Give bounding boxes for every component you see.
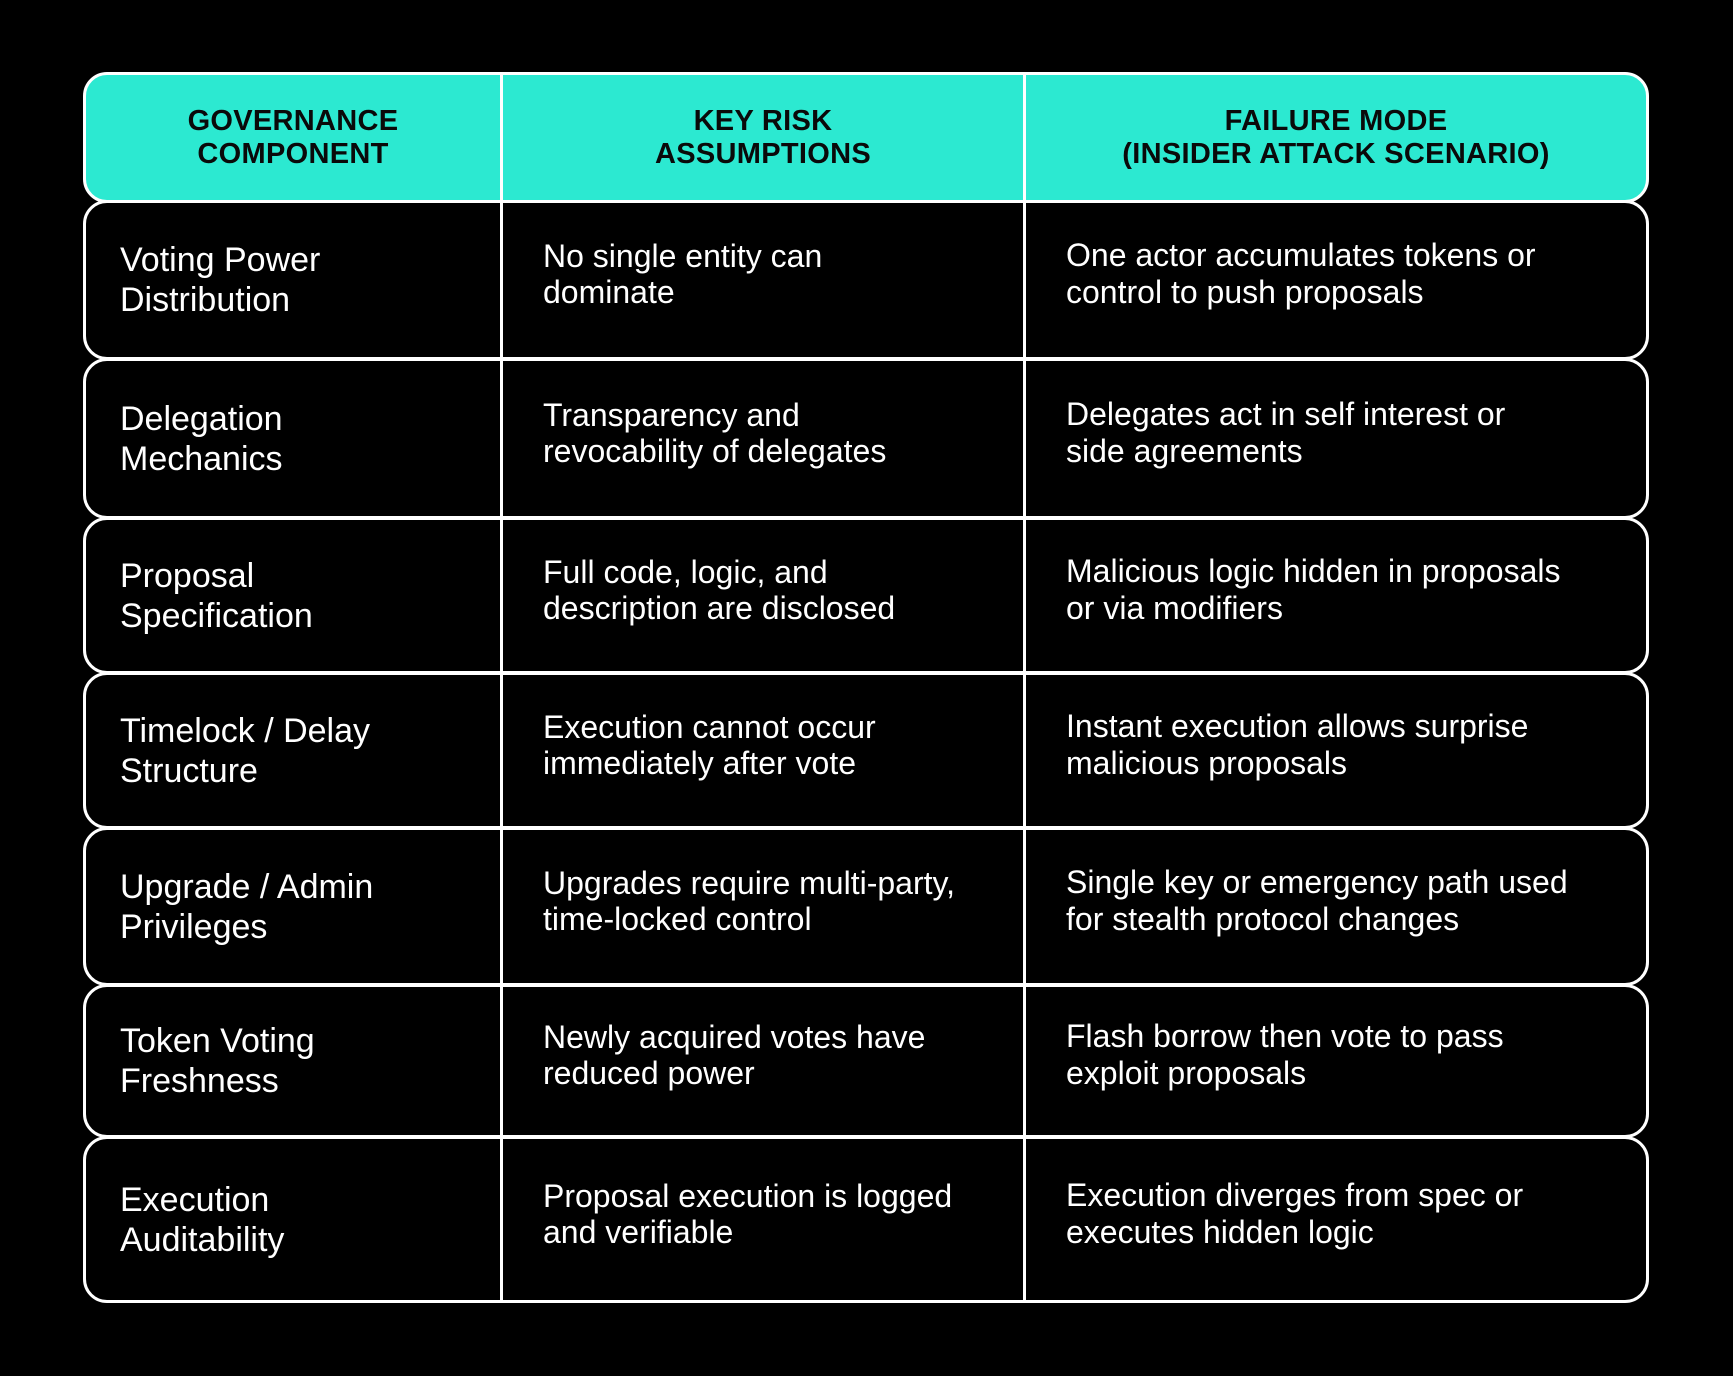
table-row: [83, 1136, 1649, 1303]
table-row: [83, 200, 1649, 360]
risk-assumption-cell: Newly acquired votes have reduced power: [500, 987, 1023, 1135]
table-row: [83, 827, 1649, 986]
failure-mode-cell: One actor accumulates tokens or control to push proposals: [1023, 203, 1646, 357]
risk-assumption-cell: Execution cannot occur immediately after vote: [500, 675, 1023, 826]
risk-assumption-cell: Upgrades require multi-party, time-locked control: [500, 830, 1023, 983]
risk-assumption-cell: Transparency and revocability of delegates: [500, 361, 1023, 516]
component-cell: Delegation Mechanics: [120, 399, 283, 478]
component-cell: Timelock / Delay Structure: [120, 711, 371, 790]
component-cell: Voting Power Distribution: [120, 241, 321, 319]
failure-mode-cell: Instant execution allows surprise malicious proposals: [1023, 675, 1646, 826]
risk-assumption-cell: Full code, logic, and description are disclosed: [500, 520, 1023, 671]
component-cell: Execution Auditability: [120, 1180, 285, 1259]
failure-mode-cell: Single key or emergency path used for stealth protocol changes: [1023, 830, 1646, 983]
component-cell: Proposal Specification: [120, 556, 313, 635]
component-cell: Token Voting Freshness: [120, 1022, 315, 1100]
risk-assumption-cell: No single entity can dominate: [500, 203, 1023, 357]
governance-risk-table: [83, 72, 1649, 1303]
risk-assumption-cell: Proposal execution is logged and verifiable: [500, 1139, 1023, 1300]
header-key-risk-assumptions: KEY RISK ASSUMPTIONS: [500, 75, 1023, 200]
component-cell: Upgrade / Admin Privileges: [120, 867, 374, 946]
header-failure-mode: FAILURE MODE (INSIDER ATTACK SCENARIO): [1023, 75, 1646, 200]
table-row: [83, 517, 1649, 674]
failure-mode-cell: Execution diverges from spec or executes hidden logic: [1023, 1139, 1646, 1300]
failure-mode-cell: Delegates act in self interest or side agreements: [1023, 361, 1646, 516]
table-row: [83, 358, 1649, 519]
table-header: [83, 72, 1649, 203]
header-governance-component: GOVERNANCE COMPONENT: [187, 104, 399, 170]
table-row: [83, 672, 1649, 829]
table-row: [83, 984, 1649, 1138]
failure-mode-cell: Malicious logic hidden in proposals or via modifiers: [1023, 520, 1646, 671]
failure-mode-cell: Flash borrow then vote to pass exploit proposals: [1023, 987, 1646, 1135]
